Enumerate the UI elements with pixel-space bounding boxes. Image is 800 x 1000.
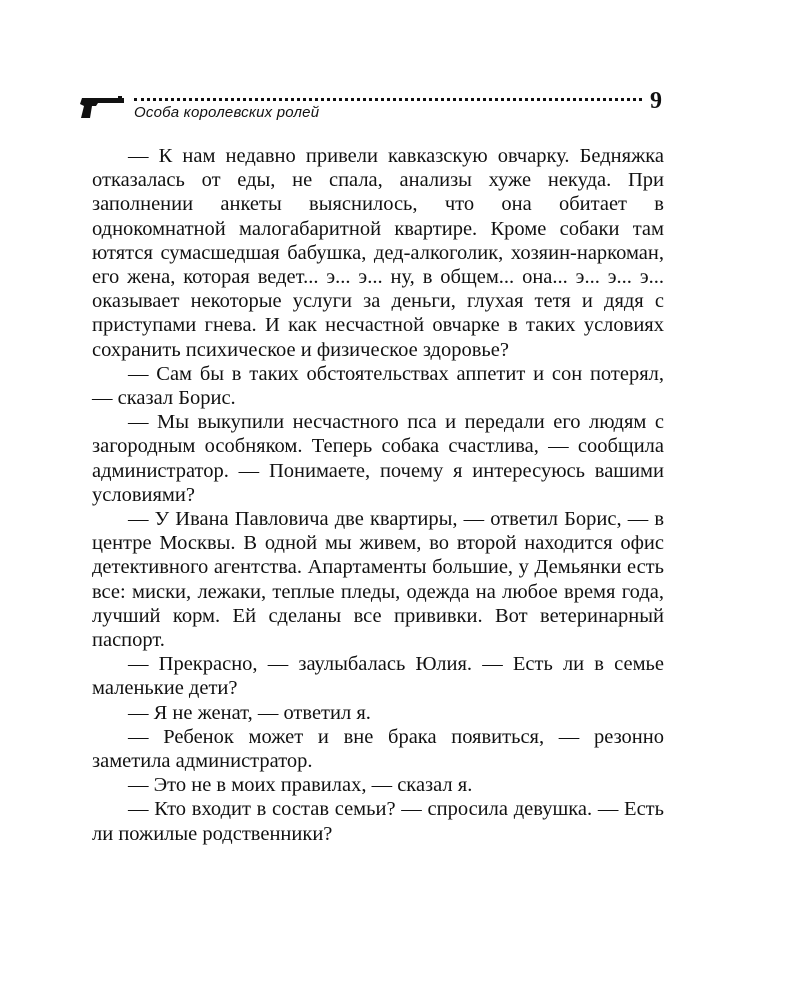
paragraph: — Это не в моих правилах, — сказал я. [128,774,473,797]
page-number: 9 [650,88,662,114]
paragraph: — У Ивана Павловича две квартиры, — ответил Борис, — в центре Москвы. В одной мы живем, во второй находится офис детективного агентства. Апартаменты большие, у Демьянки есть все: миски, лежаки, теплые пледы, одежда на любое время года, лучший корм. Ей сделаны все прививки. Вот ветеринарный паспорт. [92,508,664,652]
page-header [78,88,678,128]
paragraph: — Ребенок может и вне брака появиться, — резонно заметила администратор. [92,725,664,773]
body-text [92,144,664,846]
paragraph: — Прекрасно, — заулыбалась Юлия. — Есть ли в семье маленькие дети? [92,653,664,700]
paragraph: — К нам недавно привели кавказскую овчарку. Бедняжка отказалась от еды, не спала, анализы хуже некуда. При заполнении анкеты выяснилось, что она обитает в однокомнатной малогабаритной квартире. Кроме собаки там ютятся сумасшедшая бабушка, дед-алкоголик, хозяин-наркоман, его жена, которая ведет... э... э... ну, в общем... она... э... э... э... оказывает некоторые услуги за деньги, глухая тетя и дядя с приступами гнева. И как несчастной овчарке в таких условиях сохранить психическое и физическое здоровье? [92,145,664,361]
paragraph: — Я не женат, — ответил я. [128,701,371,724]
running-title: Особа королевских ролей [134,104,320,121]
header-dotted-rule [134,98,642,101]
pistol-icon [78,94,126,120]
paragraph: — Сам бы в таких обстоятельствах аппетит и сон потерял, — сказал Борис. [92,362,664,410]
paragraph: — Мы выкупили несчастного пса и передали его людям с загородным особняком. Теперь собака счастлива, — сообщила администратор. — Понимаете, почему я интересуюсь вашими условиями? [92,411,664,506]
paragraph: — Кто входит в состав семьи? — спросила девушка. — Есть ли пожилые родственники? [92,798,664,845]
